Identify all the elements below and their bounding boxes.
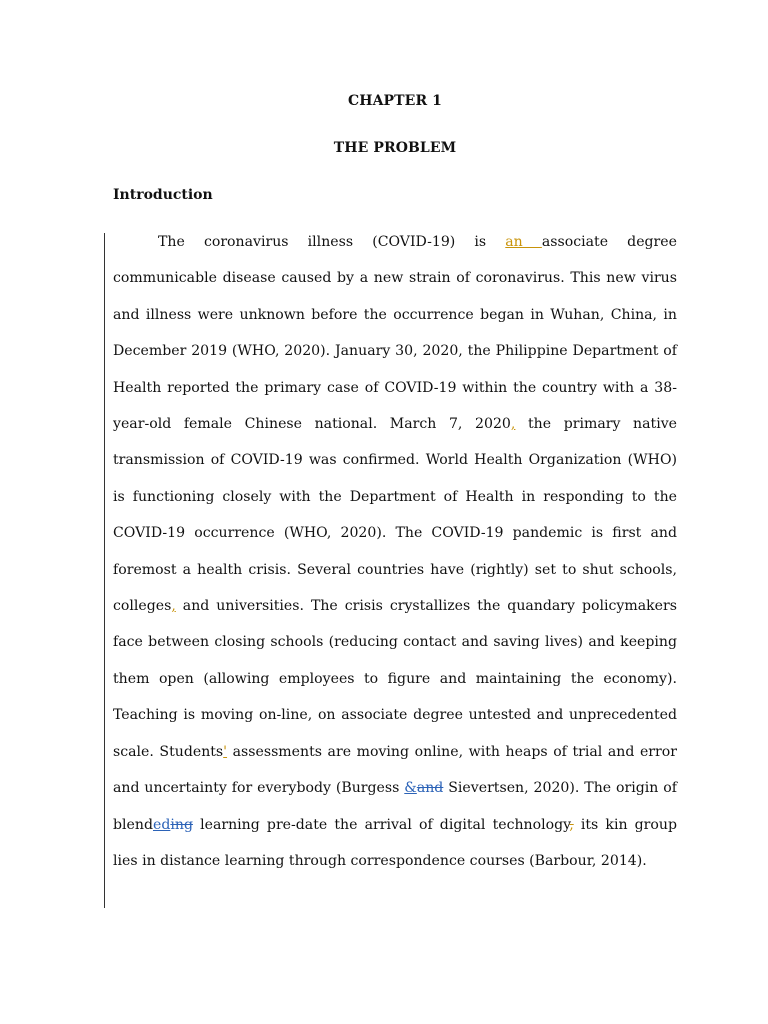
tracked-insertion: ' <box>223 743 228 760</box>
text-run: associate degree communicable disease caused by a new strain of coronavirus. This new virus and illness were unknown before the occurrence began in Wuhan, China, in December 2019 (WHO, 2020). January 30, 2020, the Philippine Department of Health reported the primary case of COVID-19 within the country with a 38-year-old female Chinese national. March 7, 2020 <box>113 234 677 433</box>
text-run: Sievertsen, 2020). The origin of blend <box>113 780 677 833</box>
text-run: the primary native transmission of COVID-19 was confirmed. World Health Organization (WHO) is functioning closely with the Department of Health in responding to the COVID-19 occurrence (WHO, 2020). The COVID-19 pandemic is first and foremost a health crisis. Several countries have (rightly) set to shut schools, colleges <box>113 416 677 615</box>
section-heading: Introduction <box>113 187 213 203</box>
text-run: and universities. The crisis crystallizes the quandary policymakers face between closing schools (reducing contact and saving lives) and keeping them open (allowing employees to figure and maintaining the economy). Teaching is moving on-line, on associate degree untested and unprecedented scale. Students <box>113 598 677 760</box>
chapter-number: CHAPTER 1 <box>348 93 442 109</box>
revision-change-bar <box>104 233 105 908</box>
text-run: learning pre-date the arrival of digital technology <box>192 816 570 833</box>
chapter-title: THE PROBLEM <box>333 140 457 156</box>
tracked-deletion: , <box>569 816 574 833</box>
text-run: assessments are moving online, with heaps of trial and error and uncertainty for everybody (Burgess <box>113 743 677 797</box>
tracked-deletion: ing <box>170 816 193 833</box>
text-run: The coronavirus illness (COVID-19) is <box>158 234 506 250</box>
tracked-insertion: ed <box>152 816 171 833</box>
text-run: its kin group lies in distance learning through correspondence courses (Barbour, 2014). <box>113 816 678 869</box>
tracked-insertion: , <box>510 416 516 433</box>
tracked-deletion: and <box>416 780 444 797</box>
tracked-insertion: , <box>171 598 176 615</box>
tracked-insertion: & <box>404 780 417 797</box>
tracked-insertion: an <box>505 234 542 250</box>
introduction-paragraph <box>113 224 677 879</box>
